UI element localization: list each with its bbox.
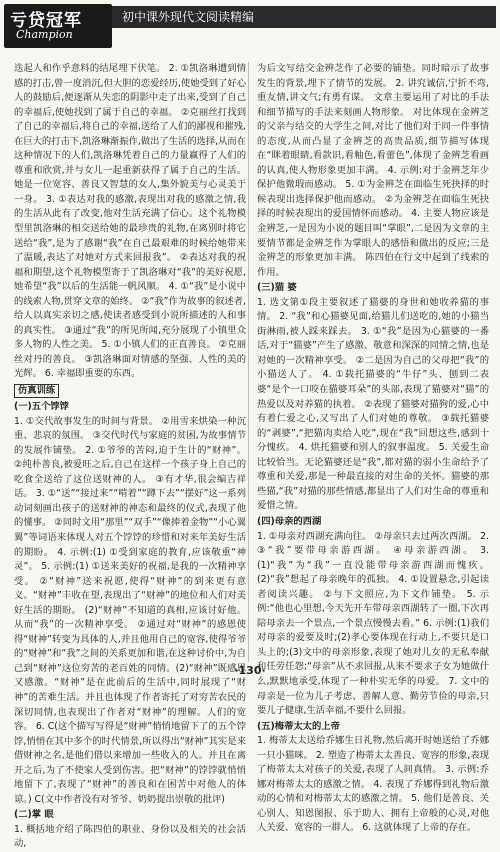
answer-paragraph: 1. 选文第①段主要叙述了猫婆的身世和她收养猫的事情。 2. “我”和心猫婆见面,给猫儿们送吃的,她的小猫当街淋雨,被人踩来踩去。 3. ①“我”是因为心猫婆的一番话,对于“猫婆”产生了感激、敬意和深深的同情之情,也是对她的一次精神享受。 ②二是因为自己的父母把“我”的小猫送人了。 4. ①载托猫婆的“牛仔”头、刨到二表婆“是个一口咬在猫婆耳朵”的头部,表现了猫婆对“猫”的热爱以及对养猫的执着。 ②表现了猫婆对猫狗的爱,心中有着仁爱之心,又写出了人们对她的尊敬。 ③载托猫婆的“剥婆”,“把猫肉卖给人吃”,现在“我”回想这些,感到十分愧疚。 4. 烘托猫婆和别人的叙事温度。 5. 关爱生命比较恰当。无论猫婆还是“我”,都对猫的弱小生命给予了尊重和关爱,那是一种最直接的对生命的关怀。猫婆的那些猫,“我”对猫的那些情感,都显出了人们对生命的尊重和爱惜之情。 <box>257 296 489 512</box>
answer-paragraph: 迭起人和作乎意料的结尾埋下伏笔。 2. ①凯洛琳遭到情感的打击,曾一度消沉,但大胆的恋爱经历,使她受到了好心人的鼓励后,便逐渐从失恋的阴影中走了出来,受到了自己的幸福后,使她找到了属于自己的幸福。 ②克丽丝打找到了自己的幸福后,将自己的幸福,送给了人们的鄙视和摧残,在巨大的打击下,凯洛琳渐振作,做出了生活的选择,从而在这种情况下的人们,凯洛琳凭着自己的力量赢得了人们的尊重和欣赏,并与女儿一起重新获得了属于自己的生活。她是一位宽容、善良又智慧的女人,集外貌美与心灵美于一身。 3. ①表达对我的感激,表现出对我的感激之情,我的生活从此有了改变,他对生活充满了信心。这个礼物模型里凯洛琳的相交送给她的最珍贵的礼物,在离别时将它送给“我”,是为了感谢“我”在自己最艰难的时候给她带来了温暖,表达了对她对方式来回报我”。 ②表达对我的祝福和期望,这个礼物模型寄于了凯洛琳对“我”的美好祝愿,她希望“我”以后的生活能一帆风顺。 4. ①“我”是小说中的线索人物,贯穿文章的始终。 ②“我”作为故事的叙述者,给人以真实亲切之感,使读者感受到小说所描述的人和事的真实性。 ③通过“我”的所见所闻,充分展现了小镇里众多人物的人性之美。 5. ①小镇人们的正直善良。 ②克丽丝对丹的善良。 ③凯洛琳面对情感的坚强、人性的美的光辉。 6. 幸福即重要的东西。 <box>14 63 246 380</box>
section-heading: (三)猫 婆 <box>257 282 297 294</box>
section-heading: (一)五个饽饽 <box>14 401 69 413</box>
boxed-heading-label: 仿真训练 <box>14 384 59 398</box>
answer-paragraph: 1. 梅蒂太太送给乔娜生日礼物,然后离开时她送给了乔娜一只小猫咪。 2. 塑造了梅蒂太太善良、宽容的形象,表现了梅蒂太太对孩子的关爱,表现了人间真情。 3. 示例:乔娜对梅蒂太太的感激之情。 4. 表现了乔娜得到礼物后激动的心情和对梅蒂太太的感激之情。 5. 他们是善良、关心别人、知恩图报、乐于助人、拥有上帝般的心灵,对他人关爱、宽容的一群人。 6. 这就体现了上帝的存在。 <box>257 735 489 834</box>
answer-paragraph: 为后文写结交金辨芝作了必要的铺垫。同时暗示了故事发生的背景,埋下了情节的发展。 2. 讲究诚信,宁折不弯,重友情,讲文气;有勇有谋。 文章主要运用了对比的手法和细节描写的手法来刻画人物形象。 对比体现在金辨芝的父亲与结交的大学生之间,对比了他们对于同一件事情的态度,从而凸显了金辨芝的高贵品质,细节描写体现在“眯着眼睛,看款识,看釉色,看蕾色”,体现了金辨芝看画的认真,使人物形象更加丰满。 4. 示例:对于金辨芝年少保护他微瑕而感动。 5. ①为金辨芝在面临生死抉择的时候表现出选择保护他而感动。 ②为金辨芝在面临生死抉择的时候表现出的爱国情怀而感动。 4. 主要人物应该是金辨芝,一是因为小说的题目叫“掌眼”,二是因为文章的主要情节都是金辨芝作为掌眼人的感悟和做出的反应;三是金辨芝的形象更加丰满。 陈四伯在行文中起到了线索的作用。 <box>257 63 489 278</box>
logo-chinese-text: 亏贷冠军 <box>10 11 82 31</box>
brand-logo <box>4 4 112 48</box>
section-heading: (二)掌 眼 <box>14 809 54 821</box>
left-column <box>14 62 246 850</box>
logo-english-text: Champion <box>16 28 73 41</box>
answer-paragraph: 1. ①母亲对西湖充满向往。 ②母亲只去过两次西湖。 2. ③“我”要带母亲游西湖。 ④母亲游西湖。 3. (1)“我”为“我”一直没能带母亲游西湖而愧疚。 (2)“我”想起了母亲晚年的孤独。 4. ①设置悬念,引起读者阅读兴趣。 ②与下文照应,为下文作铺垫。 5. 示例:“他也心里想,今天先开车带母亲西湖转了一圈,下次再陪母亲去一个景点,一个景点慢慢去看。” 6. 示例:(1)我们对母亲的爱要及时;(2)孝心要体现在行动上,不要只是口头上的;(3)文中的母亲形象,表现了她对儿女的无私奉献和任劳任怨;“母亲”从不求回报,从来不要求子女为她做什么,默默地承受,体现了一种朴实无华的母爱。 7. 文中的母亲是一位为儿子考虑、善解人意、勤劳节俭的母亲,只要儿子健康,生活幸福,不要什么回报。 <box>257 530 489 717</box>
column-divider <box>248 62 249 662</box>
answer-paragraph: 1. ①交代故事发生的时间与背景。 ②用雪来烘染一种沉重、悲哀的氛围。 ③交代时代与家庭的贫困,为故事情节的发展作铺垫。 2. ①爷爷的苦闷,迫于生计的“财神”。 ②纯朴善良,被爱旺之后,自己在这样一个孩子身上自己的吃食全送给了这位送财神的人。 ③有才华,很会编吉祥话。 3. ①“送”“接过来”“啃着”“蹲下去”“摆好”这一系列动词刻画出孩子的送财神的神态和最终的仪式,表现了他的懂事。 ②同时文用“那里”“双手”“像捧着金物”“小心翼翼”等词语来体现人对五个饽饽的珍惜和对来年美好生活的期盼。 4. 示例:(1) ①受到家庭的教育,应该敬重“神灵”。 5. 示例:(1) ①送来美好的祝福,是我的一次精神享受。 ②“财神”送来祝愿,使得“财神”的到来更有意义。“财神”丰收在望,表现出了“财神”的地位和人们对美好生活的期盼。 (2)“财神”不知道的真相,应该讨好他。从而“我”的一次精神享受。 ②通过对“财神”的感恩使得“财神”转变为具体的人,并且他用自己的宽容,使得爷爷的“财神”和“我”之间的关系更加和谐,在这种讨价中,为自己到“财神”这位穷苦的老百姓的同情。(2)“财神”既感恩又感激。“财神”是在此前后的生活中,同时展现了“财神”的苦难生活。并且也体现了作者寄托了对穷苦农民的深切同情,也表现出了作者对“财神”的理解。人们的宽容。 6. C(这个描写写得是“财神”悄悄地留下了的五个饽饽,悄悄在其中多个的时代情景,所以得出“财神”其实是来借财神之名,是他们借以来增加一些收入的人。并且在离开之后,为了不使家人受到伤害。把“财神”的饽饽就悄悄地留下了,表现了“财神”的善良和在困苦中对他人的体谅。) C(文中作者没有对爷爷、奶奶提出崇敬的批评) <box>14 415 246 805</box>
page-number: ·130· <box>234 664 266 677</box>
section-heading: (五)梅蒂太太的上帝 <box>257 720 340 732</box>
page-header <box>0 0 500 62</box>
book-title-banner: 初中课外现代文阅读精编 <box>112 6 496 28</box>
right-column <box>257 62 489 834</box>
section-heading <box>14 383 246 399</box>
section-heading: (四)母亲的西湖 <box>257 515 322 527</box>
answer-paragraph: 1. 概括地介绍了陈四伯的职业、身份以及相关的社会活动, <box>14 823 246 850</box>
